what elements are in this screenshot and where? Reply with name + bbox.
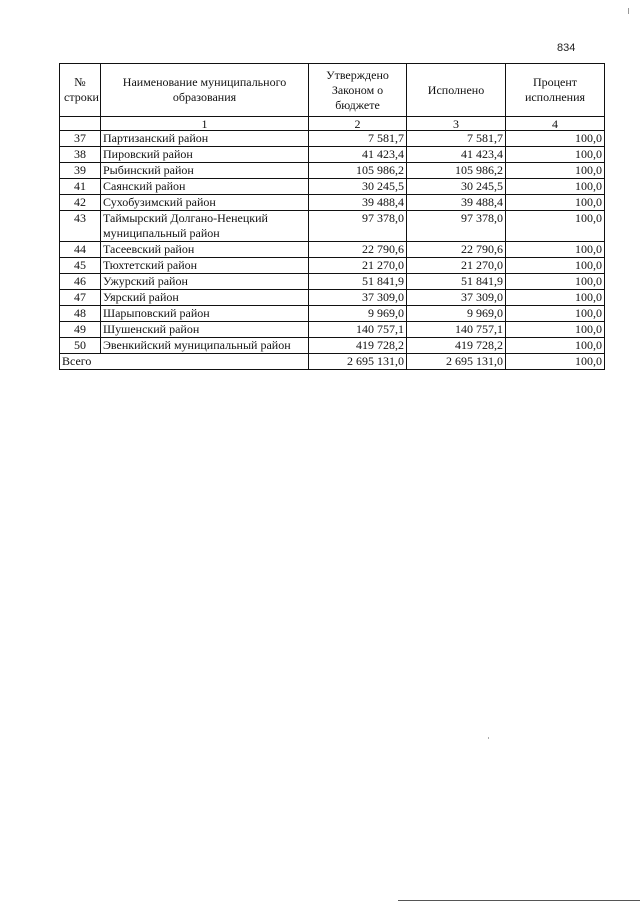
header-percent: Процент исполнения: [506, 64, 605, 117]
cell-row-no: 43: [60, 211, 101, 242]
header-executed: Исполнено: [407, 64, 506, 117]
cell-approved: 419 728,2: [309, 338, 407, 354]
cell-executed: 97 378,0: [407, 211, 506, 242]
cell-row-no: 37: [60, 131, 101, 147]
table-row: [60, 322, 605, 338]
cell-row-no: 49: [60, 322, 101, 338]
cell-approved: 9 969,0: [309, 306, 407, 322]
cell-percent: 100,0: [506, 306, 605, 322]
cell-row-no: 42: [60, 195, 101, 211]
cell-approved: 39 488,4: [309, 195, 407, 211]
cell-municipality-name: Уярский район: [101, 290, 309, 306]
cell-row-no: 50: [60, 338, 101, 354]
cell-approved: 105 986,2: [309, 163, 407, 179]
cell-percent: 100,0: [506, 195, 605, 211]
cell-executed: 30 245,5: [407, 179, 506, 195]
scan-mark: [628, 8, 629, 14]
cell-executed: 419 728,2: [407, 338, 506, 354]
cell-municipality-name: Партизанский район: [101, 131, 309, 147]
table-row: [60, 147, 605, 163]
header-approved: Утверждено Законом о бюджете: [309, 64, 407, 117]
cell-executed: 41 423,4: [407, 147, 506, 163]
table-row: [60, 274, 605, 290]
cell-percent: 100,0: [506, 274, 605, 290]
cell-approved: 140 757,1: [309, 322, 407, 338]
total-approved: 2 695 131,0: [309, 354, 407, 370]
cell-percent: 100,0: [506, 163, 605, 179]
header-name: Наименование муниципального образования: [101, 64, 309, 117]
cell-municipality-name: Саянский район: [101, 179, 309, 195]
cell-municipality-name: Тюхтетский район: [101, 258, 309, 274]
cell-approved: 97 378,0: [309, 211, 407, 242]
cell-percent: 100,0: [506, 338, 605, 354]
cell-executed: 39 488,4: [407, 195, 506, 211]
cell-approved: 7 581,7: [309, 131, 407, 147]
cell-approved: 22 790,6: [309, 242, 407, 258]
cell-percent: 100,0: [506, 131, 605, 147]
cell-executed: 7 581,7: [407, 131, 506, 147]
table-row: [60, 242, 605, 258]
table-body: [60, 131, 605, 354]
cell-municipality-name: Ужурский район: [101, 274, 309, 290]
cell-percent: 100,0: [506, 242, 605, 258]
cell-percent: 100,0: [506, 258, 605, 274]
table-row: [60, 306, 605, 322]
bottom-rule: [398, 900, 640, 901]
table-header: [60, 64, 605, 131]
column-number: 1: [101, 117, 309, 131]
cell-municipality-name: Шарыповский район: [101, 306, 309, 322]
cell-percent: 100,0: [506, 179, 605, 195]
table-row: [60, 338, 605, 354]
cell-row-no: 48: [60, 306, 101, 322]
cell-executed: 37 309,0: [407, 290, 506, 306]
total-row: [60, 354, 605, 370]
page-number: 834: [557, 42, 576, 54]
table-row: [60, 211, 605, 242]
cell-row-no: 47: [60, 290, 101, 306]
cell-row-no: 41: [60, 179, 101, 195]
cell-approved: 51 841,9: [309, 274, 407, 290]
header-row-no: № строки: [60, 64, 101, 117]
cell-row-no: 45: [60, 258, 101, 274]
cell-executed: 21 270,0: [407, 258, 506, 274]
column-number: 2: [309, 117, 407, 131]
scan-speck: [488, 737, 489, 739]
column-number: 3: [407, 117, 506, 131]
cell-approved: 21 270,0: [309, 258, 407, 274]
cell-executed: 22 790,6: [407, 242, 506, 258]
cell-approved: 30 245,5: [309, 179, 407, 195]
cell-percent: 100,0: [506, 322, 605, 338]
cell-municipality-name: Тасеевский район: [101, 242, 309, 258]
budget-execution-table: [59, 63, 605, 370]
cell-approved: 37 309,0: [309, 290, 407, 306]
cell-municipality-name: Таймырский Долгано-Ненецкий муниципальный район: [101, 211, 309, 242]
column-number: 4: [506, 117, 605, 131]
cell-municipality-name: Шушенский район: [101, 322, 309, 338]
cell-approved: 41 423,4: [309, 147, 407, 163]
table-row: [60, 290, 605, 306]
column-number-row: [60, 117, 605, 131]
cell-row-no: 39: [60, 163, 101, 179]
cell-municipality-name: Рыбинский район: [101, 163, 309, 179]
cell-row-no: 44: [60, 242, 101, 258]
cell-municipality-name: Сухобузимский район: [101, 195, 309, 211]
cell-row-no: 46: [60, 274, 101, 290]
table-row: [60, 258, 605, 274]
cell-executed: 105 986,2: [407, 163, 506, 179]
cell-municipality-name: Эвенкийский муниципальный район: [101, 338, 309, 354]
total-percent: 100,0: [506, 354, 605, 370]
total-executed: 2 695 131,0: [407, 354, 506, 370]
cell-municipality-name: Пировский район: [101, 147, 309, 163]
cell-percent: 100,0: [506, 290, 605, 306]
table-row: [60, 163, 605, 179]
cell-row-no: 38: [60, 147, 101, 163]
table-row: [60, 195, 605, 211]
cell-percent: 100,0: [506, 147, 605, 163]
cell-percent: 100,0: [506, 211, 605, 242]
table-row: [60, 179, 605, 195]
cell-executed: 51 841,9: [407, 274, 506, 290]
cell-executed: 9 969,0: [407, 306, 506, 322]
cell-executed: 140 757,1: [407, 322, 506, 338]
column-number-blank: [60, 117, 101, 131]
total-label: Всего: [60, 354, 309, 370]
table-row: [60, 131, 605, 147]
